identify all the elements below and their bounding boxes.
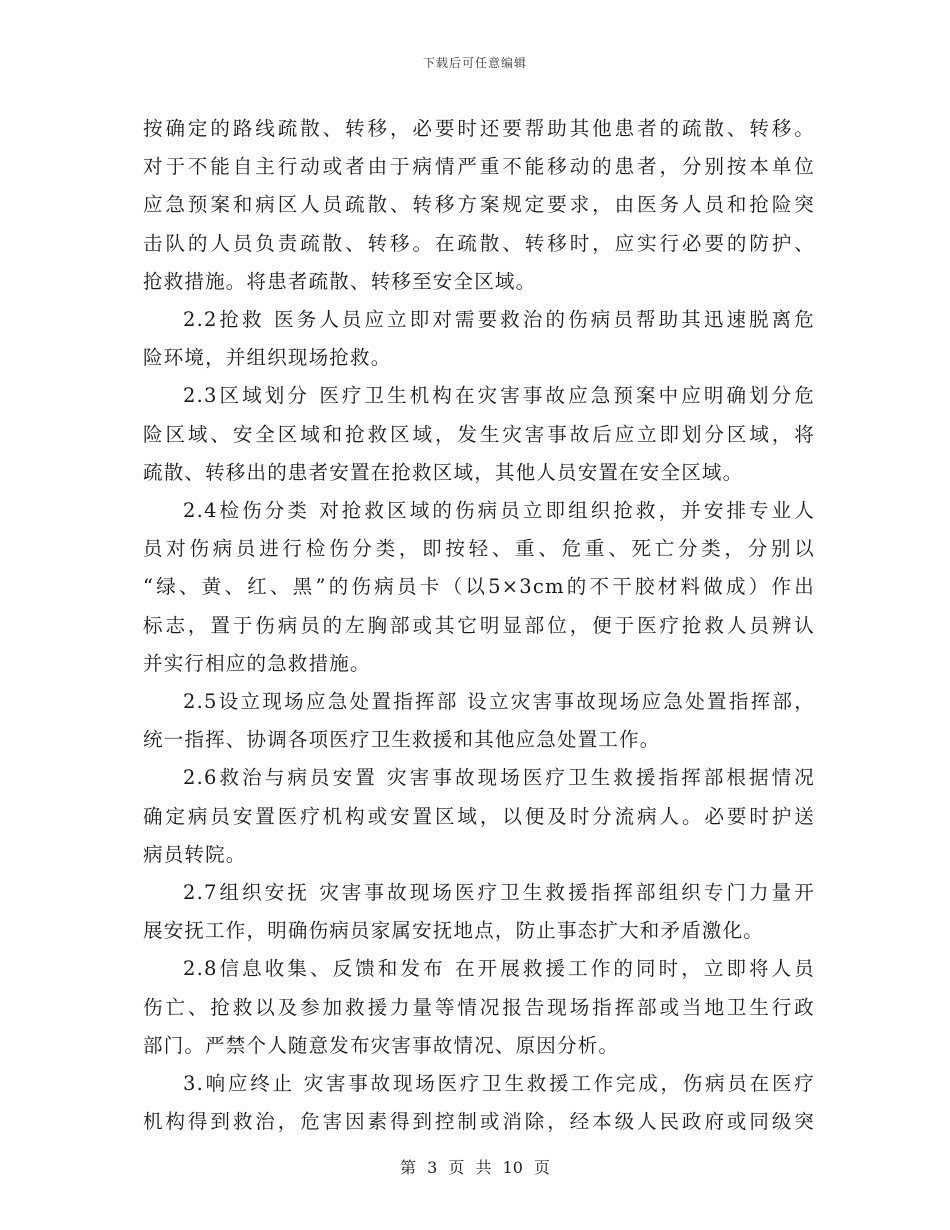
text-line: 险区域、安全区域和抢救区域，发生灾害事故后应立即划分区域，将 — [143, 422, 815, 446]
paragraph-2-4-triage — [143, 492, 815, 683]
text-line: 2.6救治与病员安置 灾害事故现场医疗卫生救援指挥部根据情况 — [183, 766, 815, 790]
text-line: 2.5设立现场应急处置指挥部 设立灾害事故现场应急处置指挥部， — [183, 690, 815, 714]
text-line: 3.响应终止 灾害事故现场医疗卫生救援工作完成，伤病员在医疗 — [183, 1072, 815, 1096]
text-line: 机构得到救治，危害因素得到控制或消除，经本级人民政府或同级突 — [143, 1110, 815, 1134]
paragraph-3-response-end — [143, 1065, 815, 1141]
text-line: 抢救措施。将患者疏散、转移至安全区域。 — [143, 269, 537, 293]
paragraph-2-7-comfort — [143, 874, 815, 950]
text-line: 2.3区域划分 医疗卫生机构在灾害事故应急预案中应明确划分危 — [183, 384, 815, 408]
text-line: 展安抚工作，明确伤病员家属安抚地点，防止事态扩大和矛盾激化。 — [143, 919, 765, 943]
paragraph-2-3-zoning — [143, 377, 815, 492]
page-number-footer: 第 3 页 共 10 页 — [400, 1158, 550, 1177]
text-line: 2.7组织安抚 灾害事故现场医疗卫生救援指挥部组织专门力量开 — [183, 881, 815, 905]
text-line: 险环境，并组织现场抢救。 — [143, 346, 392, 370]
page-header: 下载后可任意编辑 — [422, 56, 527, 70]
paragraph-evacuation-continued — [143, 110, 815, 301]
text-line: 伤亡、抢救以及参加救援力量等情况报告现场指挥部或当地卫生行政 — [143, 995, 815, 1019]
text-line: 统一指挥、协调各项医疗卫生救援和其他应急处置工作。 — [143, 728, 661, 752]
text-line: 员对伤病员进行检伤分类，即按轻、重、危重、死亡分类，分别以 — [143, 537, 815, 561]
text-line: 疏散、转移出的患者安置在抢救区域，其他人员安置在安全区域。 — [143, 460, 744, 484]
text-line: 2.8信息收集、反馈和发布 在开展救援工作的同时，立即将人员 — [183, 957, 815, 981]
text-line: 并实行相应的急救措施。 — [143, 651, 371, 675]
text-line: 确定病员安置医疗机构或安置区域，以便及时分流病人。必要时护送 — [143, 804, 815, 828]
text-line: 病员转院。 — [143, 842, 247, 866]
text-line: 部门。严禁个人随意发布灾害事故情况、原因分析。 — [143, 1033, 620, 1057]
text-line: 标志，置于伤病员的左胸部或其它明显部位，便于医疗抢救人员辨认 — [143, 613, 815, 637]
text-line: 2.4检伤分类 对抢救区域的伤病员立即组织抢救，并安排专业人 — [183, 499, 815, 523]
paragraph-2-8-information — [143, 950, 815, 1065]
paragraph-2-6-treatment-placement — [143, 759, 815, 874]
text-line: “绿、黄、红、黑”的伤病员卡（以5×3cm的不干胶材料做成）作出 — [143, 575, 815, 599]
paragraph-2-5-command-post — [143, 683, 815, 759]
text-line: 2.2抢救 医务人员应立即对需要救治的伤病员帮助其迅速脱离危 — [183, 308, 815, 332]
paragraph-2-2-rescue — [143, 301, 815, 377]
text-line: 按确定的路线疏散、转移，必要时还要帮助其他患者的疏散、转移。 — [143, 117, 815, 140]
text-line: 对于不能自主行动或者由于病情严重不能移动的患者，分别按本单位 — [143, 155, 815, 179]
text-line: 击队的人员负责疏散、转移。在疏散、转移时，应实行必要的防护、 — [143, 231, 815, 255]
text-line: 应急预案和病区人员疏散、转移方案规定要求，由医务人员和抢险突 — [143, 193, 815, 217]
document-body — [143, 110, 815, 1141]
